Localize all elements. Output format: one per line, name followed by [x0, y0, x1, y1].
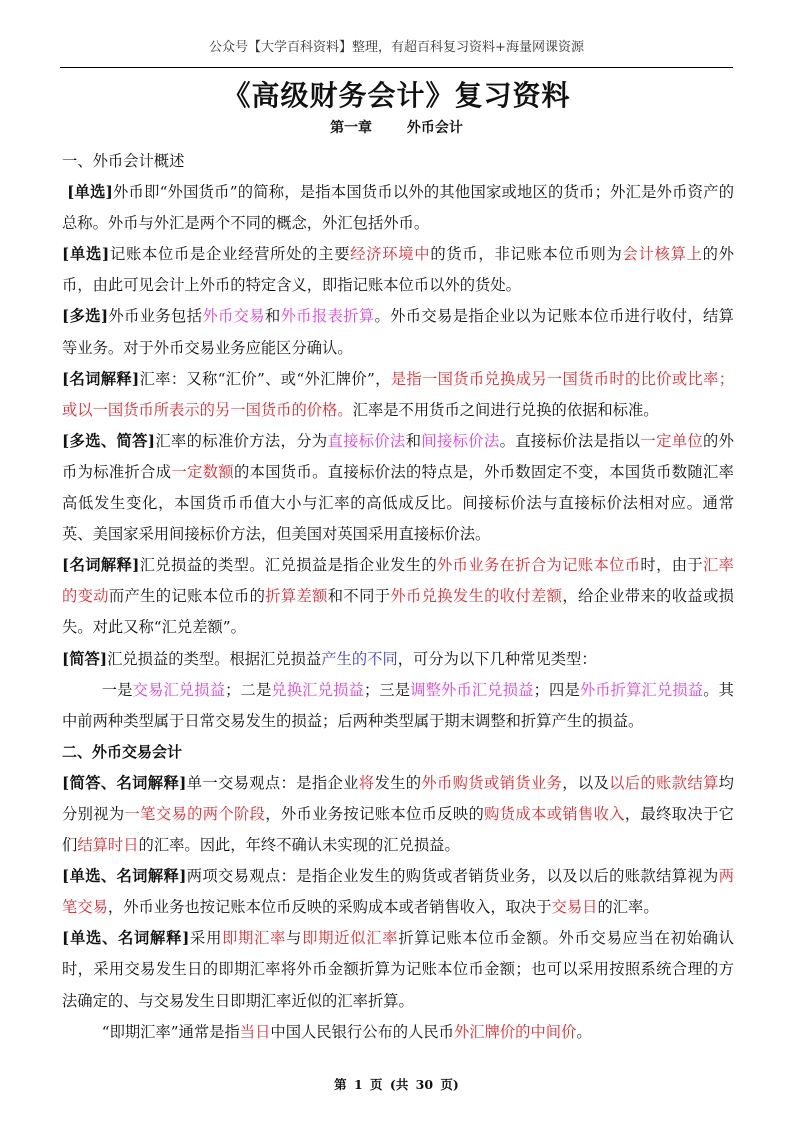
text: 与 [286, 929, 303, 948]
text: 外币即“外国货币”的简称，是指本国货币以外的其他国家或地区的货币；外汇是外币资产的总称。外币与外汇是两个不同的概念，外汇包括外币。 [62, 183, 734, 233]
text: 折算记账本位币金额。外币交易应当在初始确认时，采用交易发生日的即期汇率将外币金额折算为记账本位币金额；也可以采用按照系统合理的方法确定的、与交易发生日即期汇率近似的汇率折算。 [62, 929, 734, 1010]
highlight: 会计核算上 [622, 245, 703, 264]
highlight: 经济环境中 [350, 245, 431, 264]
keyword: 间接标价法 [421, 431, 500, 450]
text: 两项交易观点：是指企业发生的购货或者销货业务，以及以后的账款结算视为 [186, 867, 719, 886]
keyword: 外币报表折算 [280, 307, 375, 326]
paragraph [62, 177, 734, 239]
text: 时，由于 [640, 556, 704, 575]
text: 和 [405, 431, 422, 450]
question-type-tag: [单选、名词解释] [62, 929, 190, 948]
text: 中国人民银行公布的人民币 [270, 1022, 454, 1041]
highlight: 即期近似汇率 [302, 929, 399, 948]
question-type-tag: [多选] [62, 307, 109, 326]
text: 和 [264, 307, 281, 326]
text: 。 [576, 1022, 592, 1041]
text: ；二是 [225, 680, 272, 699]
paragraph [62, 1017, 734, 1048]
keyword: 直接标价法 [327, 431, 406, 450]
keyword: 交易汇兑损益 [132, 680, 226, 699]
question-type-tag: [单选] [62, 245, 110, 264]
paragraph [62, 426, 734, 550]
text: ；四是 [533, 680, 580, 699]
text: 一是 [101, 680, 133, 699]
paragraph [62, 675, 734, 737]
text: 汇率：又称“汇价”、或“外汇牌价”， [139, 369, 391, 388]
question-type-tag: [单选、名词解释] [62, 867, 187, 886]
text: 单一交易观点：是指企业 [186, 773, 359, 792]
highlight: 一笔交易的两个阶段 [124, 804, 266, 823]
section-heading-2: 二、外币交易会计 [62, 742, 183, 761]
paragraph [62, 923, 734, 1016]
text: 。其中前两种类型属于日常交易发生的损益；后两种类型属于期末调整和折算产生的损益。 [62, 680, 734, 730]
text: 汇率的标准价方法，分为 [155, 431, 328, 450]
paragraph [62, 239, 734, 301]
text: ；三是 [363, 680, 411, 699]
text: 汇率是不用货币之间进行兑换的依据和标准。 [352, 400, 659, 419]
text: ，以及 [562, 773, 610, 792]
chapter-heading: 第一章 外币会计 [330, 120, 463, 136]
text: ，给企业带来的收益或损失。对此又称“汇兑差额”。 [62, 587, 734, 637]
keyword: 兑换汇兑损益 [271, 680, 364, 699]
text: ，外币业务按记账本位币反映的 [265, 804, 485, 823]
text: 记账本位币是企业经营所处的主要 [109, 245, 351, 264]
highlight: 外币购货或销货业务 [421, 773, 563, 792]
text: 的汇率。因此，年终不确认未实现的汇兑损益。 [138, 836, 460, 855]
highlight: 折算差额 [265, 587, 328, 606]
text: 的外币，由此可见会计上外币的特定含义，即指记账本位币以外的货处。 [62, 245, 734, 295]
paragraph [62, 364, 734, 426]
header-note: 公众号【大学百科资料】整理，有超百科复习资料+海量网课资源 [209, 40, 584, 55]
highlight-blue: 产生的不同 [321, 649, 398, 668]
page-number: 第 1 页 (共 30 页) [334, 1077, 459, 1092]
document-title: 《高级财务会计》复习资料 [222, 79, 571, 112]
text: 外币业务包括 [108, 307, 203, 326]
text: 发生的 [374, 773, 422, 792]
text: 的外币为标准折合成 [62, 431, 734, 481]
text: 的汇率。 [597, 898, 659, 917]
text: 和不同于 [327, 587, 391, 606]
highlight: 一定单位 [640, 431, 703, 450]
question-type-tag: [多选、简答] [62, 431, 156, 450]
text: 。直接标价法是指以 [499, 431, 641, 450]
paragraph [62, 768, 734, 861]
header-divider [60, 67, 733, 68]
text: ，可分为以下几种常见类型： [397, 649, 597, 668]
highlight: 交易日 [551, 898, 598, 917]
highlight: 外币兑换发生的收付差额 [390, 587, 563, 606]
text: ，最终取决于它们 [62, 804, 734, 855]
text: 汇兑损益的类型。根据汇兑损益 [107, 649, 322, 668]
highlight: 即期汇率 [222, 929, 287, 948]
text: 的货币，非记账本位币则为 [430, 245, 623, 264]
paragraph [62, 301, 734, 363]
text: 均分别视为 [62, 773, 734, 823]
section-heading-1: 一、外币会计概述 [62, 152, 185, 170]
text: 而产生的记账本位币的 [108, 587, 266, 606]
highlight: 汇率的变动 [62, 556, 734, 606]
paragraph [62, 861, 734, 923]
highlight: 外汇牌价的中间价 [453, 1022, 577, 1041]
highlight: 是指一国货币兑换成另一国货币时的比价或比率；或以一国货币所表示的另一国货币的价格。 [62, 369, 734, 419]
text: 的本国货币。直接标价法的特点是，外币数固定不变，本国货币数随汇率高低发生变化，本国货币币值大小与汇率的高低成反比。间接标价法与直接标价法相对应。通常英、美国家采用间接标价方法，但美国对英国采用直接标价法。 [62, 462, 734, 544]
question-type-tag: [名词解释] [62, 556, 140, 575]
highlight: 当日 [239, 1022, 271, 1041]
highlight: 购货成本或销售收入 [484, 804, 625, 823]
highlight: 将 [358, 773, 375, 792]
paragraph [62, 550, 734, 643]
highlight: 结算时日 [77, 836, 139, 855]
keyword: 调整外币汇兑损益 [410, 680, 534, 699]
document-body [62, 146, 734, 1048]
text: ，外币业务也按记账本位币反映的采购成本或者销售收入，取决于 [107, 898, 552, 917]
text: “即期汇率”通常是指 [101, 1022, 240, 1041]
highlight: 一定数额 [171, 462, 234, 481]
question-type-tag: [名词解释] [62, 369, 140, 388]
keyword: 外币交易 [202, 307, 265, 326]
highlight: 以后的账款结算 [609, 773, 719, 792]
highlight: 两笔交易 [62, 867, 734, 917]
text: 。外币交易是指企业以为记账本位币进行收付，结算等业务。对于外币交易业务应能区分确认。 [62, 307, 734, 357]
keyword: 外币折算汇兑损益 [579, 680, 704, 699]
text: 汇兑损益的类型。汇兑损益是指企业发生的 [139, 556, 438, 575]
highlight: 外币业务在折合为记账本位币 [437, 556, 641, 575]
question-type-tag: [简答] [62, 649, 108, 668]
paragraph [62, 644, 734, 675]
text: 采用 [189, 929, 223, 948]
question-type-tag: [单选] [67, 183, 113, 202]
question-type-tag: [简答、名词解释] [62, 773, 187, 792]
